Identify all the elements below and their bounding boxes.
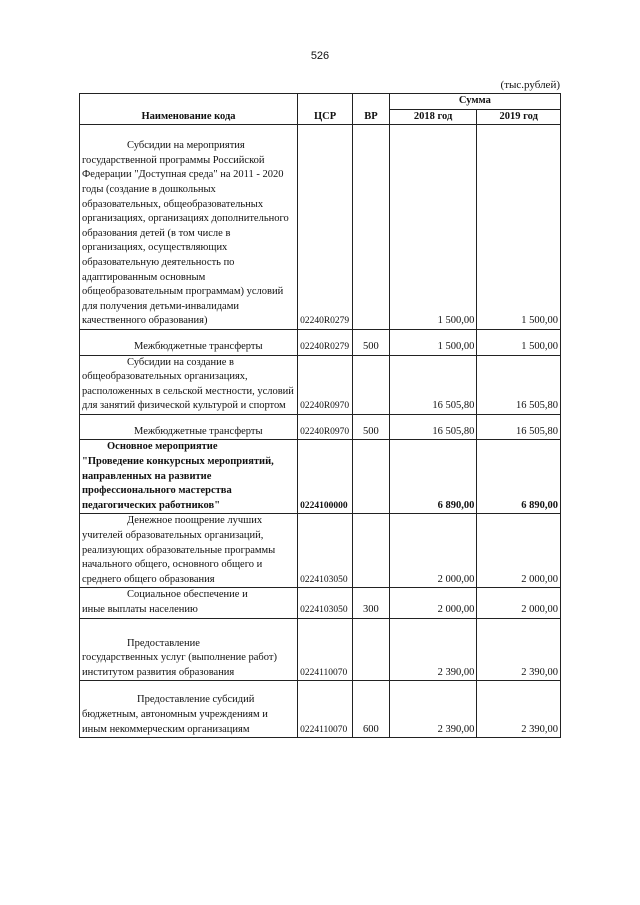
header-year-2018: 2018 год <box>389 109 477 125</box>
row-name <box>80 514 298 588</box>
row-2018: 1 500,00 <box>389 125 477 330</box>
row-vr: 500 <box>353 329 390 355</box>
header-csr: ЦСР <box>298 94 353 125</box>
row-name <box>80 329 298 355</box>
row-vr <box>353 355 390 414</box>
header-name: Наименование кода <box>80 94 298 125</box>
row-name-rest: бюджетным, автономным учреждениям и иным некоммерческим организациям <box>82 708 268 735</box>
row-2018: 2 390,00 <box>389 681 477 738</box>
row-name <box>80 440 298 514</box>
units-label: (тыс.рублей) <box>500 79 560 91</box>
row-name-rest: государственной программы Российской Федерации "Доступная среда" на 2011 - 2020 годы (создание в дошкольных образовательных, общеобразовательных организациях, организациях дополнительного образования детей (в том числе в организациях, осуществляющих образовательную деятельность по адаптированным основным общеобразовательным программам) условий для получения детьми-инвалидами качественного образования) <box>82 154 289 327</box>
header-vr: ВР <box>353 94 390 125</box>
row-2018: 2 390,00 <box>389 618 477 681</box>
row-name <box>80 355 298 414</box>
row-vr <box>353 514 390 588</box>
row-name-rest: государственных услуг (выполнение работ) институтом развития образования <box>82 652 277 678</box>
table-row <box>80 514 561 588</box>
row-2019: 16 505,80 <box>477 355 561 414</box>
row-2018: 2 000,00 <box>389 514 477 588</box>
row-name <box>80 414 298 440</box>
table-row <box>80 588 561 618</box>
budget-table <box>79 93 561 738</box>
table-row <box>80 440 561 514</box>
row-vr <box>353 125 390 330</box>
row-csr: 0224110070 <box>298 618 353 681</box>
row-name-lead: Денежное поощрение лучших <box>127 515 263 527</box>
header-sum: Сумма <box>389 94 560 110</box>
row-vr <box>353 618 390 681</box>
row-name-lead: Межбюджетные трансферты <box>134 425 263 437</box>
row-2018: 16 505,80 <box>389 355 477 414</box>
row-csr: 0224110070 <box>298 681 353 738</box>
row-name-lead: Предоставление субсидий <box>137 694 255 706</box>
row-name-rest: общеобразовательных организациях, расположенных в сельской местности, условий для занятий физической культурой и спортом <box>82 371 294 412</box>
row-name-lead: Субсидии на мероприятия <box>127 140 245 152</box>
row-csr: 02240R0970 <box>298 355 353 414</box>
header-year-2019: 2019 год <box>477 109 561 125</box>
row-csr: 0224103050 <box>298 514 353 588</box>
row-2018: 6 890,00 <box>389 440 477 514</box>
row-name-lead: Социальное обеспечение и <box>127 589 248 601</box>
row-2019: 1 500,00 <box>477 125 561 330</box>
row-name-rest: иные выплаты населению <box>82 604 198 615</box>
row-vr: 300 <box>353 588 390 618</box>
page-number: 526 <box>310 50 330 62</box>
row-name <box>80 681 298 738</box>
row-vr <box>353 440 390 514</box>
row-vr: 500 <box>353 414 390 440</box>
row-2019: 1 500,00 <box>477 329 561 355</box>
row-name-lead: Основное мероприятие <box>107 441 218 453</box>
row-2019: 2 000,00 <box>477 588 561 618</box>
table-row <box>80 681 561 738</box>
row-name <box>80 125 298 330</box>
row-name-rest: "Проведение конкурсных мероприятий, направленных на развитие профессионального мастерства педагогических работников" <box>82 456 274 511</box>
row-csr: 0224103050 <box>298 588 353 618</box>
row-2018: 2 000,00 <box>389 588 477 618</box>
row-csr: 02240R0279 <box>298 125 353 330</box>
row-name-lead: Субсидии на создание в <box>127 356 234 368</box>
row-csr: 02240R0970 <box>298 414 353 440</box>
table-row <box>80 618 561 681</box>
table-row <box>80 414 561 440</box>
row-2018: 1 500,00 <box>389 329 477 355</box>
row-vr: 600 <box>353 681 390 738</box>
row-2019: 2 000,00 <box>477 514 561 588</box>
row-csr: 02240R0279 <box>298 329 353 355</box>
row-2018: 16 505,80 <box>389 414 477 440</box>
row-2019: 6 890,00 <box>477 440 561 514</box>
row-name <box>80 588 298 618</box>
row-name-lead: Межбюджетные трансферты <box>134 340 263 352</box>
table-row <box>80 329 561 355</box>
row-2019: 2 390,00 <box>477 681 561 738</box>
table-row <box>80 355 561 414</box>
row-2019: 2 390,00 <box>477 618 561 681</box>
row-name <box>80 618 298 681</box>
row-2019: 16 505,80 <box>477 414 561 440</box>
row-csr: 0224100000 <box>298 440 353 514</box>
row-name-rest: учителей образовательных организаций, реализующих образовательные программы начального общего, основного общего и среднего общего образования <box>82 530 276 585</box>
table-row <box>80 125 561 330</box>
row-name-lead: Предоставление <box>127 637 200 649</box>
